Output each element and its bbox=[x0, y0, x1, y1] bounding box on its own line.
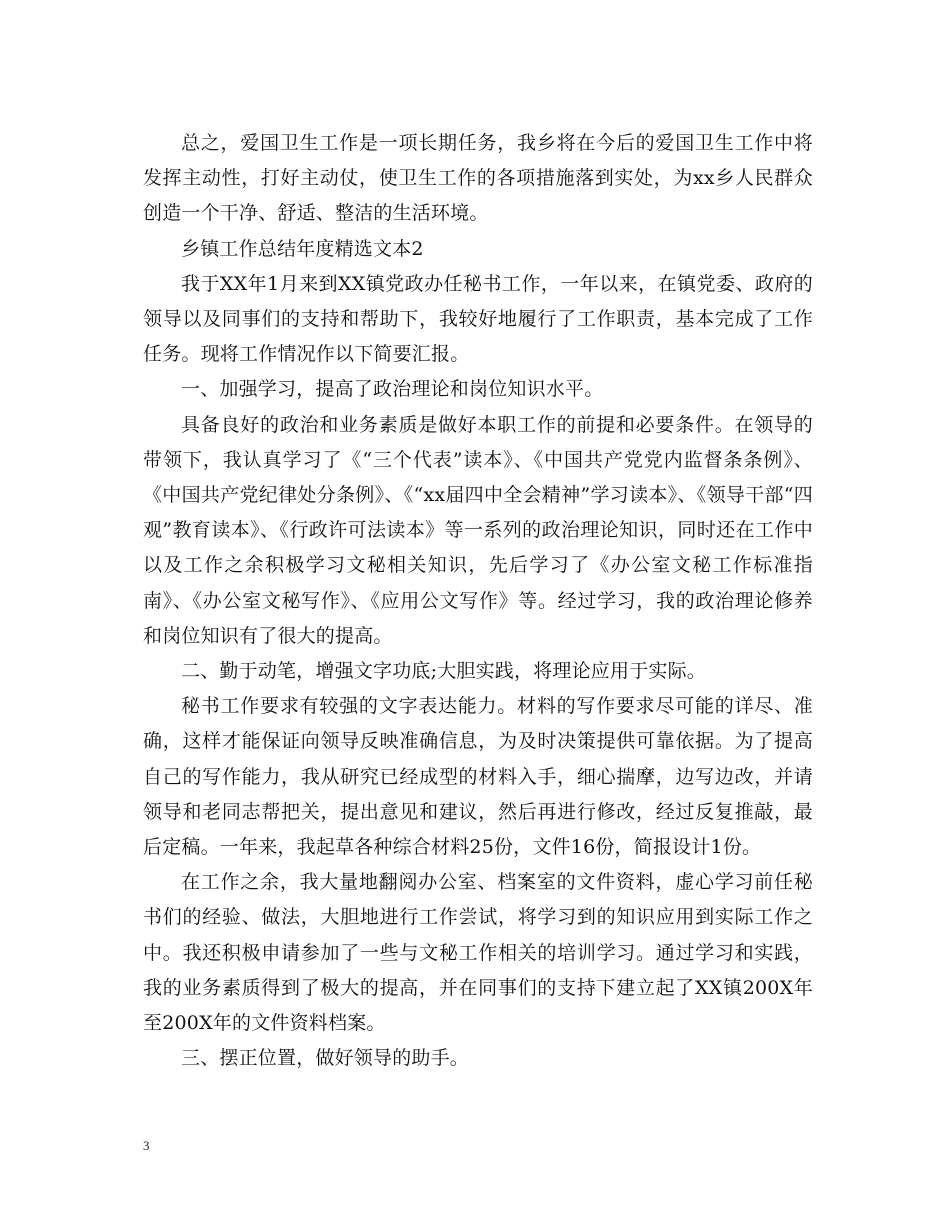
heading-three: 三、摆正位置，做好领导的助手。 bbox=[181, 1047, 470, 1070]
page-number: 3 bbox=[143, 1138, 150, 1153]
paragraph-conclusion: 总之，爱国卫生工作是一项长期任务，我乡将在今后的爱国卫生工作中将发挥主动性，打好主动仗，使卫生工作的各项措施落到实处，为xx乡人民群众创造一个干净、舒适、整洁的生活环境。 bbox=[143, 132, 813, 225]
document-body bbox=[143, 126, 813, 1076]
section-title: 乡镇工作总结年度精选文本2 bbox=[181, 237, 424, 260]
heading-two: 二、勤于动笔，增强文字功底;大胆实践，将理论应用于实际。 bbox=[181, 660, 707, 683]
heading-one: 一、加强学习，提高了政治理论和岗位知识水平。 bbox=[181, 378, 604, 401]
paragraph-writing: 秘书工作要求有较强的文字表达能力。材料的写作要求尽可能的详尽、准确，这样才能保证向领导反映准确信息，为及时决策提供可靠依据。为了提高自己的写作能力，我从研究已经成型的材料入手，细心揣摩，边写边改，并请领导和老同志帮把关，提出意见和建议，然后再进行修改，经过反复推敲，最后定稿。一年来，我起草各种综合材料25份，文件16份，简报设计1份。 bbox=[143, 695, 813, 859]
paragraph-intro: 我于XX年1月来到XX镇党政办任秘书工作，一年以来，在镇党委、政府的领导以及同事们的支持和帮助下，我较好地履行了工作职责，基本完成了工作任务。现将工作情况作以下简要汇报。 bbox=[143, 272, 813, 366]
paragraph-study: 具备良好的政治和业务素质是做好本职工作的前提和必要条件。在领导的带领下，我认真学习了《“三个代表”读本》、《中国共产党党内监督条条例》、《中国共产党纪律处分条例》、《“xx届四中全会精神”学习读本》、《领导干部“四观”教育读本》、《行政许可法读本》等一系列的政治理论知识，同时还在工作中以及工作之余积极学习文秘相关知识，先后学习了《办公室文秘工作标准指南》、《办公室文秘写作》、《应用公文写作》等。经过学习，我的政治理论修养和岗位知识有了很大的提高。 bbox=[143, 413, 813, 647]
paragraph-practice: 在工作之余，我大量地翻阅办公室、档案室的文件资料，虚心学习前任秘书们的经验、做法，大胆地进行工作尝试，将学习到的知识应用到实际工作之中。我还积极申请参加了一些与文秘工作相关的培训学习。通过学习和实践，我的业务素质得到了极大的提高，并在同事们的支持下建立起了XX镇200X年至200X年的文件资料档案。 bbox=[143, 871, 813, 1035]
